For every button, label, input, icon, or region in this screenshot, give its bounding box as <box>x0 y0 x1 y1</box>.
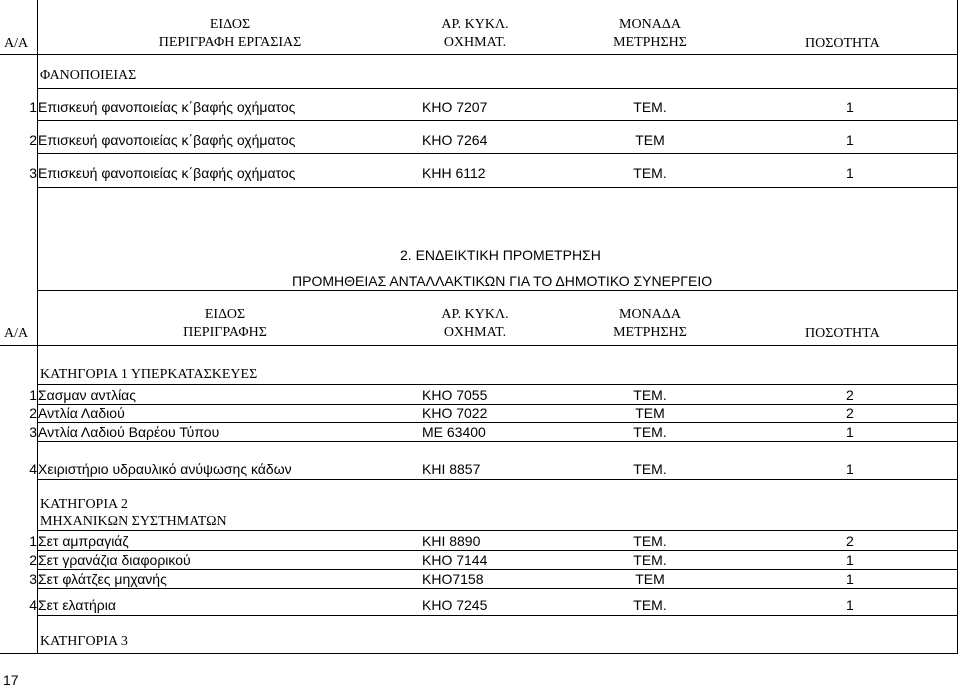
header-desc-line2: ΠΕΡΙΓΡΑΦΗΣ <box>183 325 267 340</box>
row-description: Επισκευή φανοποιείας κ΄βαφής οχήματος <box>38 165 296 181</box>
section2-subtitle: ΠΡΟΜΗΘΕΙΑΣ ΑΝΤΑΛΛΑΚΤΙΚΩΝ ΓΙΑ ΤΟ ΔΗΜΟΤΙΚΟ ΣΥΝΕΡΓΕΙΟ <box>292 273 713 289</box>
row-description: Αντλία Λαδιού <box>38 405 125 421</box>
row-plate: ΚΗΟ 7207 <box>422 99 488 115</box>
row-quantity: 2 <box>846 533 854 549</box>
row-quantity: 1 <box>846 132 854 148</box>
category-3-heading: ΚΑΤΗΓΟΡΙΑ 3 <box>40 634 128 649</box>
row-quantity: 1 <box>846 99 854 115</box>
header-aa: Α/Α <box>4 36 29 51</box>
row-plate: ΚΗΟ 7055 <box>422 387 488 403</box>
row-quantity: 2 <box>846 405 854 421</box>
row-unit: ΤΕΜ. <box>633 99 667 115</box>
row-number: 3 <box>29 571 37 587</box>
category-1-heading: ΚΑΤΗΓΟΡΙΑ 1 ΥΠΕΡΚΑΤΑΣΚΕΥΕΣ <box>40 367 258 382</box>
row-number: 1 <box>29 533 37 549</box>
row-quantity: 1 <box>846 552 854 568</box>
row-unit: ΤΕΜ. <box>633 165 667 181</box>
row-plate: ΚΗΙ 8857 <box>422 461 481 477</box>
row-quantity: 1 <box>846 597 854 613</box>
header-unit-line1: ΜΟΝΑΔΑ <box>619 17 681 32</box>
row-number: 2 <box>29 132 37 148</box>
header-desc-line1: ΕΙΔΟΣ <box>204 307 246 322</box>
row-number: 3 <box>29 165 37 181</box>
header-desc-line1: ΕΙΔΟΣ <box>209 17 251 32</box>
row-unit: ΤΕΜ. <box>633 461 667 477</box>
row-description: Σετ ελατήρια <box>38 597 116 613</box>
row-number: 4 <box>29 597 37 613</box>
header-unit-line1: ΜΟΝΑΔΑ <box>619 307 681 322</box>
row-quantity: 1 <box>846 424 854 440</box>
header-plate-line1: ΑΡ. ΚΥΚΛ. <box>441 17 509 32</box>
row-number: 1 <box>29 99 37 115</box>
row-plate: ΚΗΙ 8890 <box>422 533 481 549</box>
row-plate: ΚΗΟ 7144 <box>422 552 488 568</box>
category-2-heading-line1: ΚΑΤΗΓΟΡΙΑ 2 <box>40 497 128 512</box>
row-unit: ΤΕΜ <box>635 405 665 421</box>
row-quantity: 1 <box>846 461 854 477</box>
header-unit-line2: ΜΕΤΡΗΣΗΣ <box>613 35 687 50</box>
header-unit-line2: ΜΕΤΡΗΣΗΣ <box>613 325 687 340</box>
row-description: Σετ αμπραγιάζ <box>38 533 129 549</box>
row-description: Επισκευή φανοποιείας κ΄βαφής οχήματος <box>38 132 296 148</box>
section1-category: ΦΑΝΟΠΟΙΕΙΑΣ <box>40 68 137 83</box>
row-plate: ΚΗΟ 7264 <box>422 132 488 148</box>
row-number: 2 <box>29 552 37 568</box>
row-unit: ΤΕΜ <box>635 132 665 148</box>
row-unit: ΤΕΜ. <box>633 387 667 403</box>
header-plate-line1: ΑΡ. ΚΥΚΛ. <box>441 307 509 322</box>
row-quantity: 2 <box>846 387 854 403</box>
row-unit: ΤΕΜ. <box>633 552 667 568</box>
header-plate-line2: ΟΧΗΜΑΤ. <box>443 325 507 340</box>
header-plate-line2: ΟΧΗΜΑΤ. <box>443 35 507 50</box>
row-description: Χειριστήριο υδραυλικό ανύψωσης κάδων <box>38 461 292 477</box>
row-description: Σετ γρανάζια διαφορικού <box>38 552 191 568</box>
row-quantity: 1 <box>846 165 854 181</box>
row-plate: ΚΗΟ 7022 <box>422 405 488 421</box>
page-number: 17 <box>3 672 19 688</box>
category-2-heading-line2: ΜΗΧΑΝΙΚΩΝ ΣΥΣΤΗΜΑΤΩΝ <box>40 514 227 529</box>
row-description: Επισκευή φανοποιείας κ΄βαφής οχήματος <box>38 99 296 115</box>
row-number: 1 <box>29 387 37 403</box>
row-number: 3 <box>29 424 37 440</box>
row-number: 2 <box>29 405 37 421</box>
header-qty: ΠΟΣΟΤΗΤΑ <box>805 36 880 51</box>
row-unit: ΤΕΜ. <box>633 533 667 549</box>
section2-title: 2. ΕΝΔΕΙΚΤΙΚΗ ΠΡΟΜΕΤΡΗΣΗ <box>400 247 601 263</box>
row-description: Αντλία Λαδιού Βαρέου Τύπου <box>38 424 220 440</box>
row-plate: ΚΗΗ 6112 <box>422 165 486 181</box>
header-qty: ΠΟΣΟΤΗΤΑ <box>805 326 880 341</box>
row-plate: ΜΕ 63400 <box>422 424 486 440</box>
row-unit: ΤΕΜ <box>635 571 665 587</box>
row-number: 4 <box>29 461 37 477</box>
row-unit: ΤΕΜ. <box>633 597 667 613</box>
row-plate: ΚΗΟ7158 <box>422 571 484 587</box>
row-description: Σασμαν αντλίας <box>38 387 137 403</box>
row-plate: ΚΗΟ 7245 <box>422 597 488 613</box>
row-quantity: 1 <box>846 571 854 587</box>
header-aa: Α/Α <box>4 326 29 341</box>
row-unit: ΤΕΜ. <box>633 424 667 440</box>
header-desc-line2: ΠΕΡΙΓΡΑΦΗ ΕΡΓΑΣΙΑΣ <box>158 35 302 50</box>
row-description: Σετ φλάτζες μηχανής <box>38 571 167 587</box>
